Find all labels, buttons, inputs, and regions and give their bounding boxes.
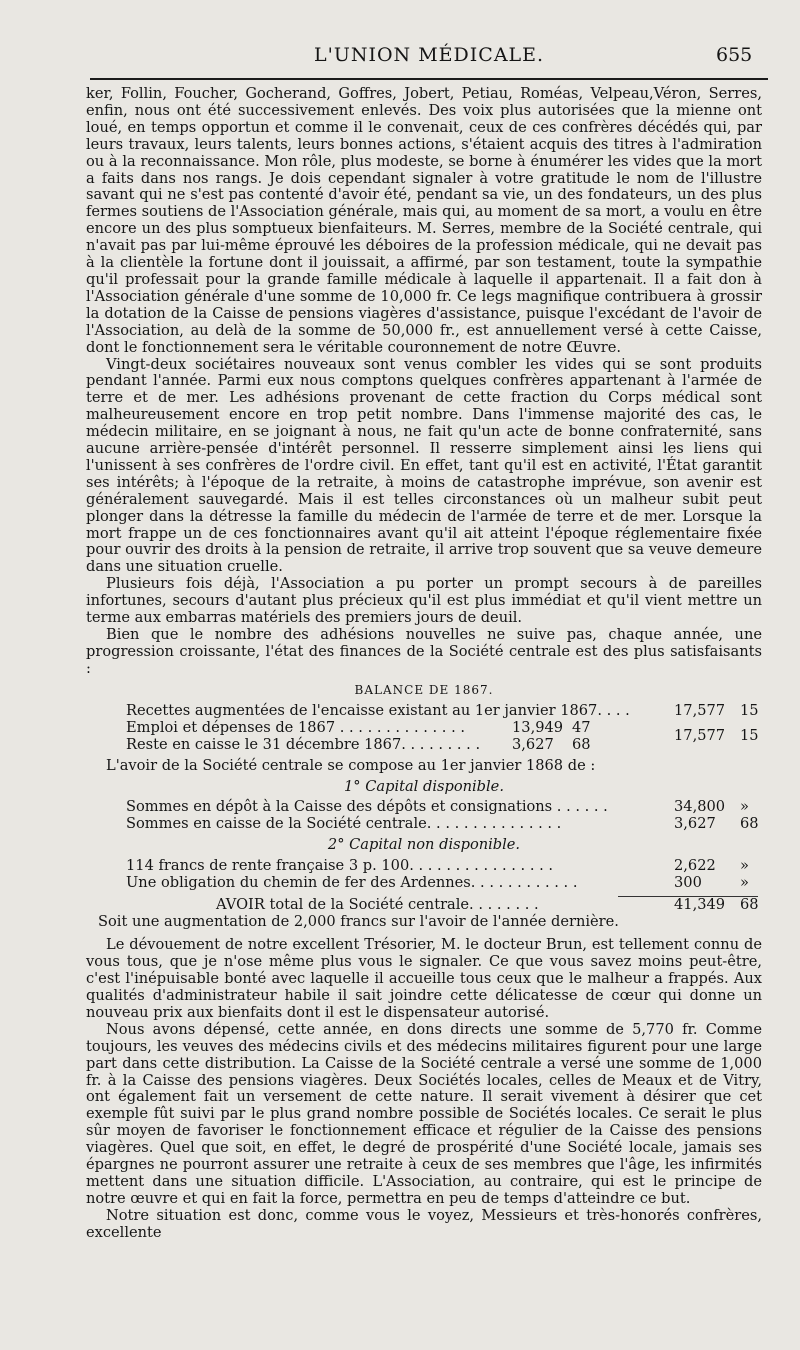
paragraph: Notre situation est donc, comme vous le voyez, Messieurs et très-honorés confrères, excellente bbox=[86, 1206, 762, 1241]
ledger-amount: 300 bbox=[674, 874, 702, 892]
ledger-label: Recettes augmentées de l'encaisse existant au 1er janvier 1867. . . . bbox=[126, 701, 630, 719]
ledger-label: Emploi et dépenses de 1867 . . . . . . . . . . . . . . bbox=[126, 718, 465, 736]
ledger-label: Reste en caisse le 31 décembre 1867. . . . . . . . . bbox=[126, 735, 481, 753]
total-amount: 41,349 bbox=[674, 896, 726, 914]
ledger-label: Une obligation du chemin de fer des Ardennes. . . . . . . . . . . . bbox=[126, 874, 578, 892]
ledger-label: Sommes en dépôt à la Caisse des dépôts et consignations . . . . . . bbox=[126, 798, 608, 816]
paragraph: Le dévouement de notre excellent Trésorier, M. le docteur Brun, est tellement connu de vous tous, que je n'ose même plus vous le signaler. Ce que vous savez moins peut-être, c'est l'inépuisable bonté avec laquelle il accueille tous ceux que le malheur a frappés. Aux qualités d'administrateur habile il sait joindre cette délicatesse de cœur qui donne un nouveau prix aux bienfaits dont il est le dispensateur autorisé. bbox=[86, 936, 762, 1021]
ledger-cents: 68 bbox=[572, 735, 591, 753]
ledger-row bbox=[126, 799, 762, 816]
ledger-amount: 3,627 bbox=[512, 735, 554, 753]
ledger-amount: 2,622 bbox=[674, 857, 716, 875]
ledger-amount: 34,800 bbox=[674, 798, 726, 816]
paragraph: ker, Follin, Foucher, Gocherand, Goffres, Jobert, Petiau, Roméas, Velpeau,Véron, Serres, enfin, nous ont été successivement enlevés. Des voix plus autorisées que la mienne ont loué, en temps opportun et comme il le convenait, ceux de ces confrères décédés qui, par leurs travaux, leurs talents, leurs bonnes actions, s'étaient acquis des titres à l'admiration ou à la reconnaissance. Mon rôle, plus modeste, se borne à énumérer les vides que la mort a faits dans nos rangs. Je dois cependant signaler à votre gratitude le nom de l'illustre savant qui ne s'est pas contenté d'avoir été, pendant sa vie, un des fondateurs, un des plus fermes soutiens de l'Association générale, mais qui, au moment de sa mort, a voulu en être encore un des plus somptueux bienfaiteurs. M. Serres, membre de la Société centrale, qui n'avait pas par lui-même éprouvé les déboires de la profession médicale, qui ne devait pas à la clientèle la fortune dont il jouissait, a affirmé, par son testament, toute la sympathie qu'il professait pour la grande famille médicale à laquelle il appartenait. Il a fait don à l'Association générale d'une somme de 10,000 fr. Ce legs magnifique contribuera à grossir la dotation de la Caisse de pensions viagères d'assistance, puisque l'excédant de l'avoir de l'Association, au delà de la somme de 50,000 fr., est annuellement versé à cette Caisse, dont le fonctionnement sera le véritable couronnement de notre Œuvre. bbox=[86, 85, 762, 356]
ledger-row bbox=[126, 858, 762, 875]
paragraph: Plusieurs fois déjà, l'Association a pu porter un prompt secours à de pareilles infortunes, secours d'autant plus précieux qu'il est plus immédiat et qu'il vient mettre un terme aux embarras matériels des premiers jours de deuil. bbox=[86, 575, 762, 627]
ledger-row bbox=[126, 875, 762, 892]
ledger-amount: 17,577 bbox=[674, 701, 726, 719]
paragraph: Bien que le nombre des adhésions nouvelles ne suive pas, chaque année, une progression croissante, l'état des finances de la Société centrale est des plus satisfaisants : bbox=[86, 626, 762, 677]
ledger-cents: 47 bbox=[572, 718, 591, 736]
paragraph: L'avoir de la Société centrale se compose au 1er janvier 1868 de : bbox=[106, 756, 596, 774]
paragraph: Vingt-deux sociétaires nouveaux sont venus combler les vides qui se sont produits pendant l'année. Parmi eux nous comptons quelques confrères appartenant à l'armée de terre et de mer. Les adhésions provenant de cette fraction du Corps médical sont malheureusement encore en trop petit nombre. Dans l'immense majorité des cas, le médecin militaire, en se joignant à nous, ne fait qu'un acte de bonne confraternité, sans aucune arrière-pensée d'intérêt personnel. Il resserre simplement ainsi les liens qui l'unissent à ses confrères de l'ordre civil. En effet, tant qu'il est en activité, l'État garantit ses intérêts; à l'époque de la retraite, à moins de catastrophe imprévue, son avenir est généralement sauvegardé. Mais il est telles circonstances où un malheur subit peut plonger dans la détresse la famille du médecin de l'armée de terre et de mer. Lorsque la mort frappe un de ces fonctionnaires avant qu'il ait atteint l'époque réglementaire fixée pour ouvrir des droits à la pension de retraite, il arrive trop souvent que sa veuve demeure dans une situation cruelle. bbox=[86, 355, 762, 576]
ledger-row bbox=[126, 816, 762, 833]
ledger-label: Sommes en caisse de la Société centrale. . . . . . . . . . . . . . . bbox=[126, 815, 562, 833]
running-header bbox=[0, 44, 800, 74]
ledger-cents: 15 bbox=[740, 701, 759, 719]
page-number: 655 bbox=[716, 44, 753, 66]
brace-total-amount: 17,577 bbox=[674, 726, 726, 744]
ledger-cents: » bbox=[740, 874, 749, 892]
ledger-row bbox=[126, 703, 762, 720]
ledger-row bbox=[126, 737, 762, 754]
journal-title: L'UNION MÉDICALE. bbox=[314, 44, 545, 66]
paragraph: Soit une augmentation de 2,000 francs sur l'avoir de l'année dernière. bbox=[98, 913, 619, 931]
paragraph: Nous avons dépensé, cette année, en dons directs une somme de 5,770 fr. Comme toujours, les veuves des médecins civils et des médecins militaires figurent pour une large part dans cette distribution. La Caisse de la Société centrale a versé une somme de 1,000 fr. à la Caisse des pensions viagères. Deux Sociétés locales, celles de Meaux et de Vitry, ont également fait un versement de cette nature. Il serait vivement à désirer que cet exemple fût suivi par le plus grand nombre possible de Sociétés locales. Ce serait le plus sûr moyen de favoriser le fonctionnement efficace et régulier de la Caisse des pensions viagères. Quel que soit, en effet, le degré de prospérité d'une Société locale, jamais ses épargnes ne pourront assurer une retraite à ceux de ses membres que l'âge, les infirmités mettent dans une situation difficile. L'Association, au contraire, qui est le principe de notre œuvre et qui en fait la force, permettra en peu de temps d'atteindre ce but. bbox=[86, 1020, 762, 1207]
article-body bbox=[86, 86, 762, 1242]
total-row bbox=[216, 897, 762, 914]
total-cents: 68 bbox=[740, 896, 759, 914]
ledger-amount: 3,627 bbox=[674, 815, 716, 833]
balance-heading: BALANCE DE 1867. bbox=[354, 682, 494, 697]
capital-non-disponible-heading: 2° Capital non disponible. bbox=[327, 836, 521, 854]
total-label: AVOIR total de la Société centrale. . . . . . . . bbox=[216, 896, 539, 914]
capital-disponible-heading: 1° Capital disponible. bbox=[344, 777, 504, 795]
ledger-cents: 68 bbox=[740, 815, 759, 833]
brace-total-cents: 15 bbox=[740, 726, 759, 744]
ledger-cents: » bbox=[740, 798, 749, 816]
ledger-label: 114 francs de rente française 3 p. 100. . . . . . . . . . . . . . . . bbox=[126, 857, 554, 875]
header-rule bbox=[90, 78, 768, 80]
ledger-cents: » bbox=[740, 857, 749, 875]
ledger-amount: 13,949 bbox=[512, 718, 564, 736]
